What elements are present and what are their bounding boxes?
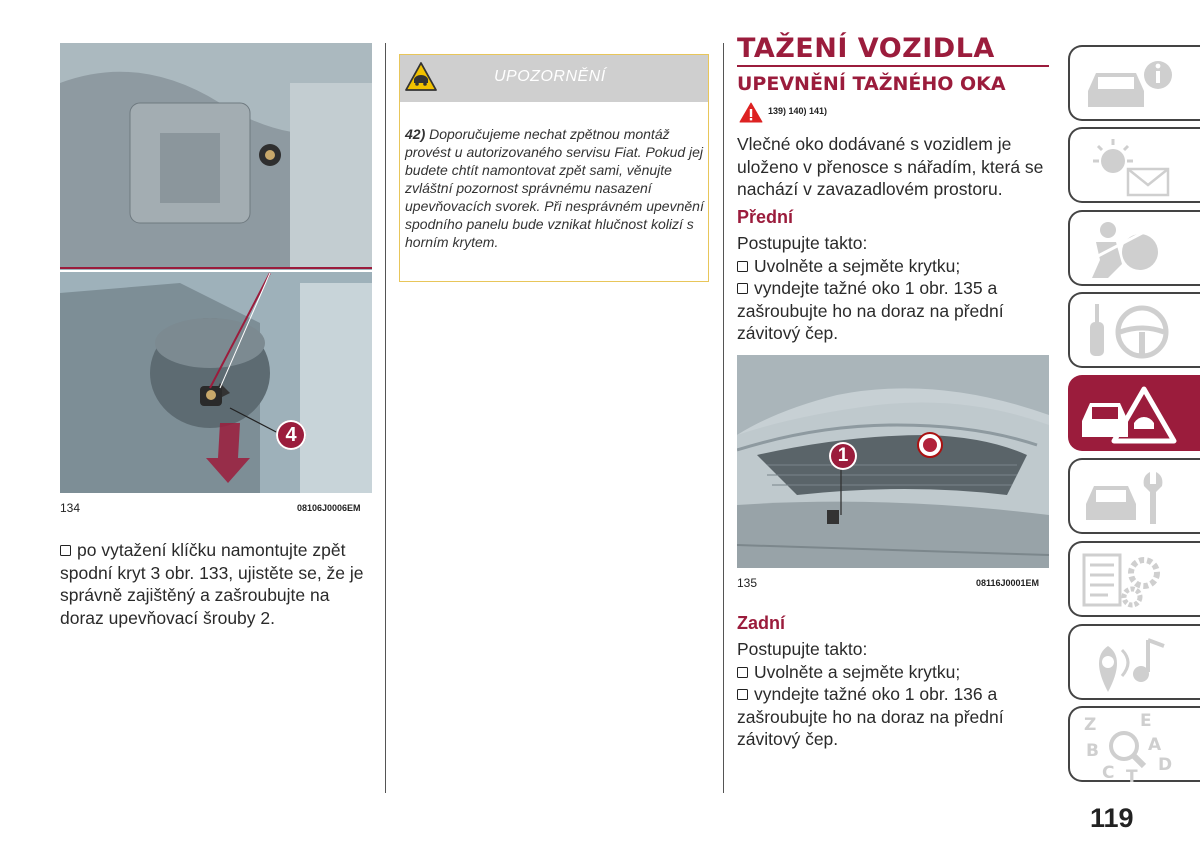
car-wrench-icon (1078, 464, 1178, 530)
sidebar-tab-dashboard[interactable] (1068, 127, 1200, 203)
index-letter-d: D (1158, 755, 1173, 775)
figure-134-code: 08106J0006EM (297, 503, 361, 513)
sidebar-tab-starting-driving[interactable] (1068, 292, 1200, 368)
sidebar-tab-emergency[interactable] (1068, 375, 1200, 451)
index-search-icon (1078, 712, 1178, 782)
figure-135-code: 08116J0001EM (976, 578, 1040, 588)
bullet-square-icon (737, 689, 748, 700)
sidebar-tab-technical-data[interactable] (1068, 541, 1200, 617)
index-letter-a: A (1148, 735, 1162, 755)
figure-134-number: 134 (60, 501, 81, 515)
warning-header (400, 55, 708, 102)
index-letter-c: C (1102, 763, 1115, 782)
warning-triangle-icon (404, 61, 438, 93)
warning-title: UPOZORNĚNÍ (494, 68, 606, 85)
page-number: 119 (1090, 803, 1134, 833)
bullet-square-icon (737, 667, 748, 678)
sidebar-tab-safety[interactable] (1068, 210, 1200, 286)
front-lead: Postupujte takto: (737, 233, 868, 253)
front-step-2: vyndejte tažné oko 1 obr. 135 a zašroubujte ho na doraz na přední závitový čep. (737, 278, 1004, 343)
sidebar-tab-maintenance[interactable] (1068, 458, 1200, 534)
specs-gears-icon (1078, 547, 1178, 613)
section-subtitle: UPEVNĚNÍ TAŽNÉHO OKA (737, 73, 1006, 95)
bullet-square-icon (60, 545, 71, 556)
warning-text (405, 125, 707, 251)
car-info-icon (1078, 51, 1178, 117)
front-step-1: Uvolněte a sejměte krytku; (737, 255, 1049, 278)
lights-message-icon (1078, 133, 1178, 199)
column-divider-2 (723, 43, 724, 793)
bullet-square-icon (737, 283, 748, 294)
front-instructions (737, 232, 1049, 345)
warning-note-text: Doporučujeme nechat zpětnou montáž provést u autorizovaného servisu Fiat. Pokud jej budete chtít namontovat zpět sami, věnujte zvláštní pozornost správnému nasazení upevňovacích svorek. Při nesprávném upevnění spodního panelu bude vznikat hlučnost kolizí s horním krytem. (405, 126, 704, 250)
index-letter-e: E (1140, 712, 1152, 731)
warning-note-number: 42) (405, 126, 426, 142)
index-letter-z: Z (1084, 715, 1097, 735)
rear-lead: Postupujte takto: (737, 639, 868, 659)
index-letter-b: B (1086, 741, 1099, 761)
rear-heading: Zadní (737, 613, 785, 633)
sidebar-tab-getting-to-know[interactable] (1068, 45, 1200, 121)
car-warning-triangle-icon (1078, 381, 1178, 447)
sidebar-tab-index[interactable] (1068, 706, 1200, 782)
index-letter-t: T (1126, 767, 1138, 782)
sidebar-tab-multimedia[interactable] (1068, 624, 1200, 700)
figure-callout-1: 1 (829, 442, 857, 470)
key-steering-wheel-icon (1078, 298, 1178, 364)
rear-instructions (737, 638, 1049, 751)
warning-triangle-red-icon (739, 102, 763, 123)
bullet-text: po vytažení klíčku namontujte zpět spodní kryt 3 obr. 133, ujistěte se, že je správně zajištěný a zašroubujte na doraz upevňovací šrouby 2. (60, 540, 364, 628)
airbag-icon (1078, 216, 1178, 282)
bullet-reinstall-cover (60, 539, 372, 629)
column-divider-1 (385, 43, 386, 793)
section-title-rule (737, 65, 1049, 67)
rear-step-1: Uvolněte a sejměte krytku; (737, 661, 1049, 684)
rear-step-2: vyndejte tažné oko 1 obr. 136 a zašroubujte ho na doraz na přední závitový čep. (737, 684, 1004, 749)
intro-paragraph: Vlečné oko dodávané s vozidlem je uloženo v přenosce s nářadím, která se nachází v zavazadlovém prostoru. (737, 134, 1044, 199)
warning-references: 139) 140) 141) (768, 106, 828, 116)
section-title: TAŽENÍ VOZIDLA (737, 33, 995, 64)
figure-callout-4: 4 (276, 420, 306, 450)
warning-box (399, 54, 709, 282)
bullet-square-icon (737, 261, 748, 272)
figure-135-image (737, 355, 1049, 568)
figure-134-image (60, 43, 372, 493)
front-heading: Přední (737, 207, 794, 227)
multimedia-icon (1078, 630, 1178, 696)
figure-135-number: 135 (737, 576, 758, 590)
